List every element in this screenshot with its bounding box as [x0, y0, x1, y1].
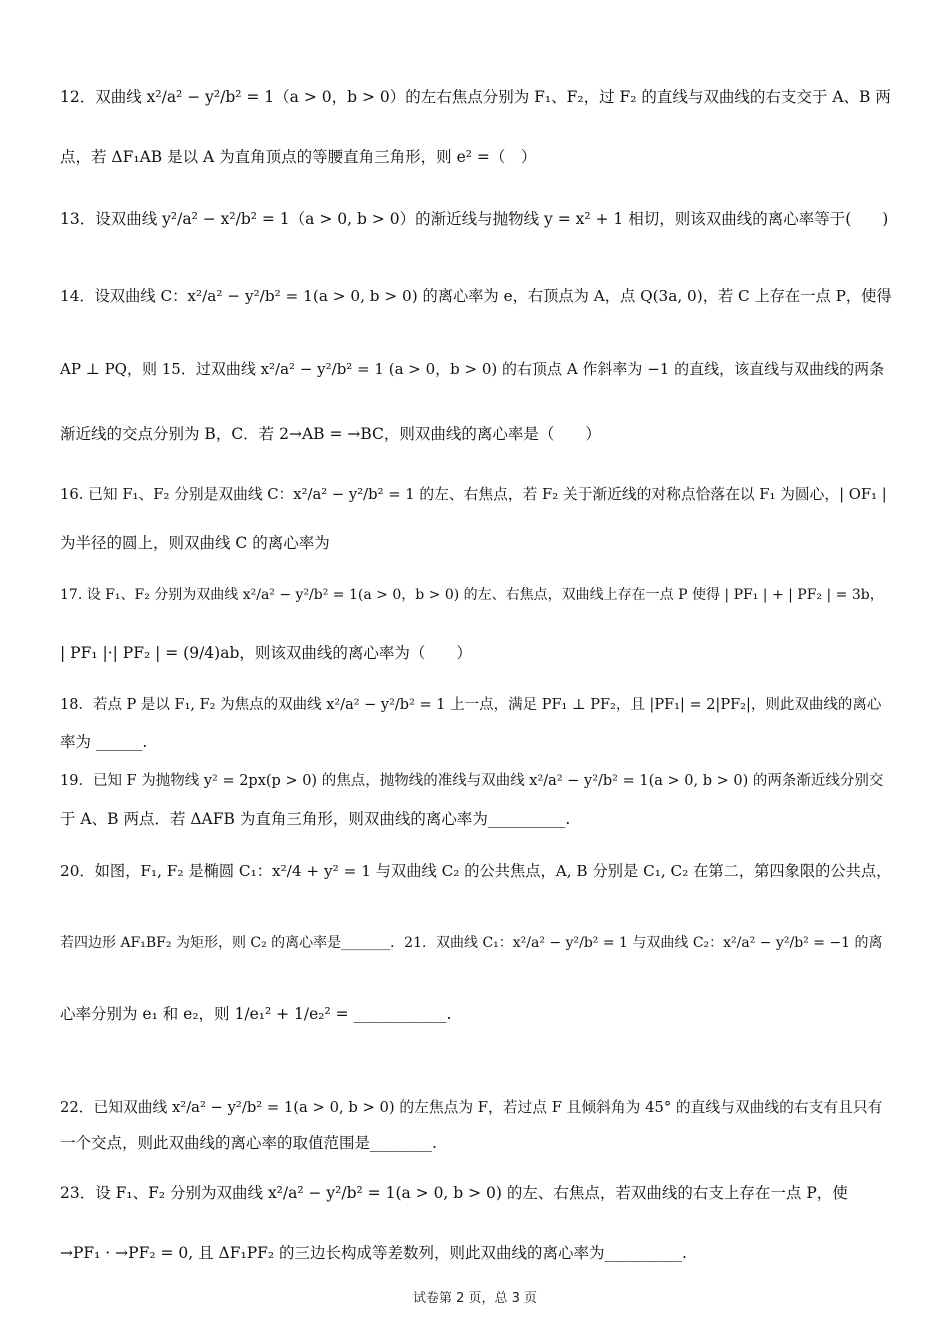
question-18-line-1: 18．若点 P 是以 F₁, F₂ 为焦点的双曲线 x²/a² − y²/b² = 1 上一点，满足 PF₁ ⊥ PF₂，且 |PF₁| = 2|PF₂|，则此双曲线的离心: [60, 697, 882, 713]
question-20-line-1: 20．如图，F₁, F₂ 是椭圆 C₁：x²/4 + y² = 1 与双曲线 C₂ 的公共焦点，A, B 分别是 C₁, C₂ 在第二，第四象限的公共点，: [60, 862, 892, 880]
question-12-line-1: 12．双曲线 x²/a² − y²/b² = 1（a > 0，b > 0）的左右焦点分别为 F₁、F₂，过 F₂ 的直线与双曲线的右支交于 A、B 两: [60, 88, 891, 106]
question-19-line-1: 19．已知 F 为抛物线 y² = 2px(p > 0) 的焦点，抛物线的准线与双曲线 x²/a² − y²/b² = 1(a > 0, b > 0) 的两条渐近线分别交: [60, 773, 884, 789]
question-14-line-2: AP ⊥ PQ，则 15．过双曲线 x²/a² − y²/b² = 1 (a > 0，b > 0) 的右顶点 A 作斜率为 −1 的直线，该直线与双曲线的两条: [60, 360, 885, 378]
question-17-line-1: 17. 设 F₁、F₂ 分别为双曲线 x²/a² − y²/b² = 1(a > 0，b > 0) 的左、右焦点，双曲线上存在一点 P 使得 | PF₁ | + | PF₂ | = 3b，: [60, 587, 884, 603]
question-23-line-2: →PF₁ · →PF₂ = 0, 且 ΔF₁PF₂ 的三边长构成等差数列，则此双曲线的离心率为__________.: [60, 1244, 687, 1262]
question-15-line-3: 渐近线的交点分别为 B，C．若 2→AB = →BC，则双曲线的离心率是（ ）: [60, 425, 601, 443]
question-17-line-2: | PF₁ |·| PF₂ | = (9/4)ab，则该双曲线的离心率为（ ）: [60, 644, 472, 662]
question-18-line-2: 率为 ______.: [60, 733, 148, 751]
question-22-line-2: 一个交点，则此双曲线的离心率的取值范围是________.: [60, 1134, 437, 1152]
question-14-line-1: 14．设双曲线 C：x²/a² − y²/b² = 1(a > 0, b > 0) 的离心率为 e，右顶点为 A，点 Q(3a, 0)，若 C 上存在一点 P，使得: [60, 287, 892, 305]
question-12-line-2: 点，若 ΔF₁AB 是以 A 为直角顶点的等腰直角三角形，则 e² =（ ）: [60, 148, 537, 166]
question-23-line-1: 23．设 F₁、F₂ 分别为双曲线 x²/a² − y²/b² = 1(a > 0, b > 0) 的左、右焦点，若双曲线的右支上存在一点 P，使: [60, 1184, 848, 1202]
question-20-line-2: 若四边形 AF₁BF₂ 为矩形，则 C₂ 的离心率是_______．21．双曲线 C₁：x²/a² − y²/b² = 1 与双曲线 C₂：x²/a² − y²/b² = −1 的离: [60, 935, 883, 951]
question-19-line-2: 于 A、B 两点．若 ΔAFB 为直角三角形，则双曲线的离心率为__________.: [60, 810, 571, 828]
question-16-line-2: 为半径的圆上，则双曲线 C 的离心率为: [60, 534, 330, 552]
question-16-line-1: 16. 已知 F₁、F₂ 分别是双曲线 C：x²/a² − y²/b² = 1 的左、右焦点，若 F₂ 关于渐近线的对称点恰落在以 F₁ 为圆心，| OF₁ |: [60, 486, 887, 503]
question-21-line-3: 心率分别为 e₁ 和 e₂，则 1/e₁² + 1/e₂² = ____________.: [60, 1005, 452, 1023]
page-footer: 试卷第 2 页，总 3 页: [412, 1291, 538, 1306]
question-13-line-1: 13．设双曲线 y²/a² − x²/b² = 1（a > 0, b > 0）的渐近线与抛物线 y = x² + 1 相切，则该双曲线的离心率等于( ): [60, 210, 889, 228]
question-22-line-1: 22．已知双曲线 x²/a² − y²/b² = 1(a > 0, b > 0) 的左焦点为 F，若过点 F 且倾斜角为 45° 的直线与双曲线的右支有且只有: [60, 1099, 883, 1116]
